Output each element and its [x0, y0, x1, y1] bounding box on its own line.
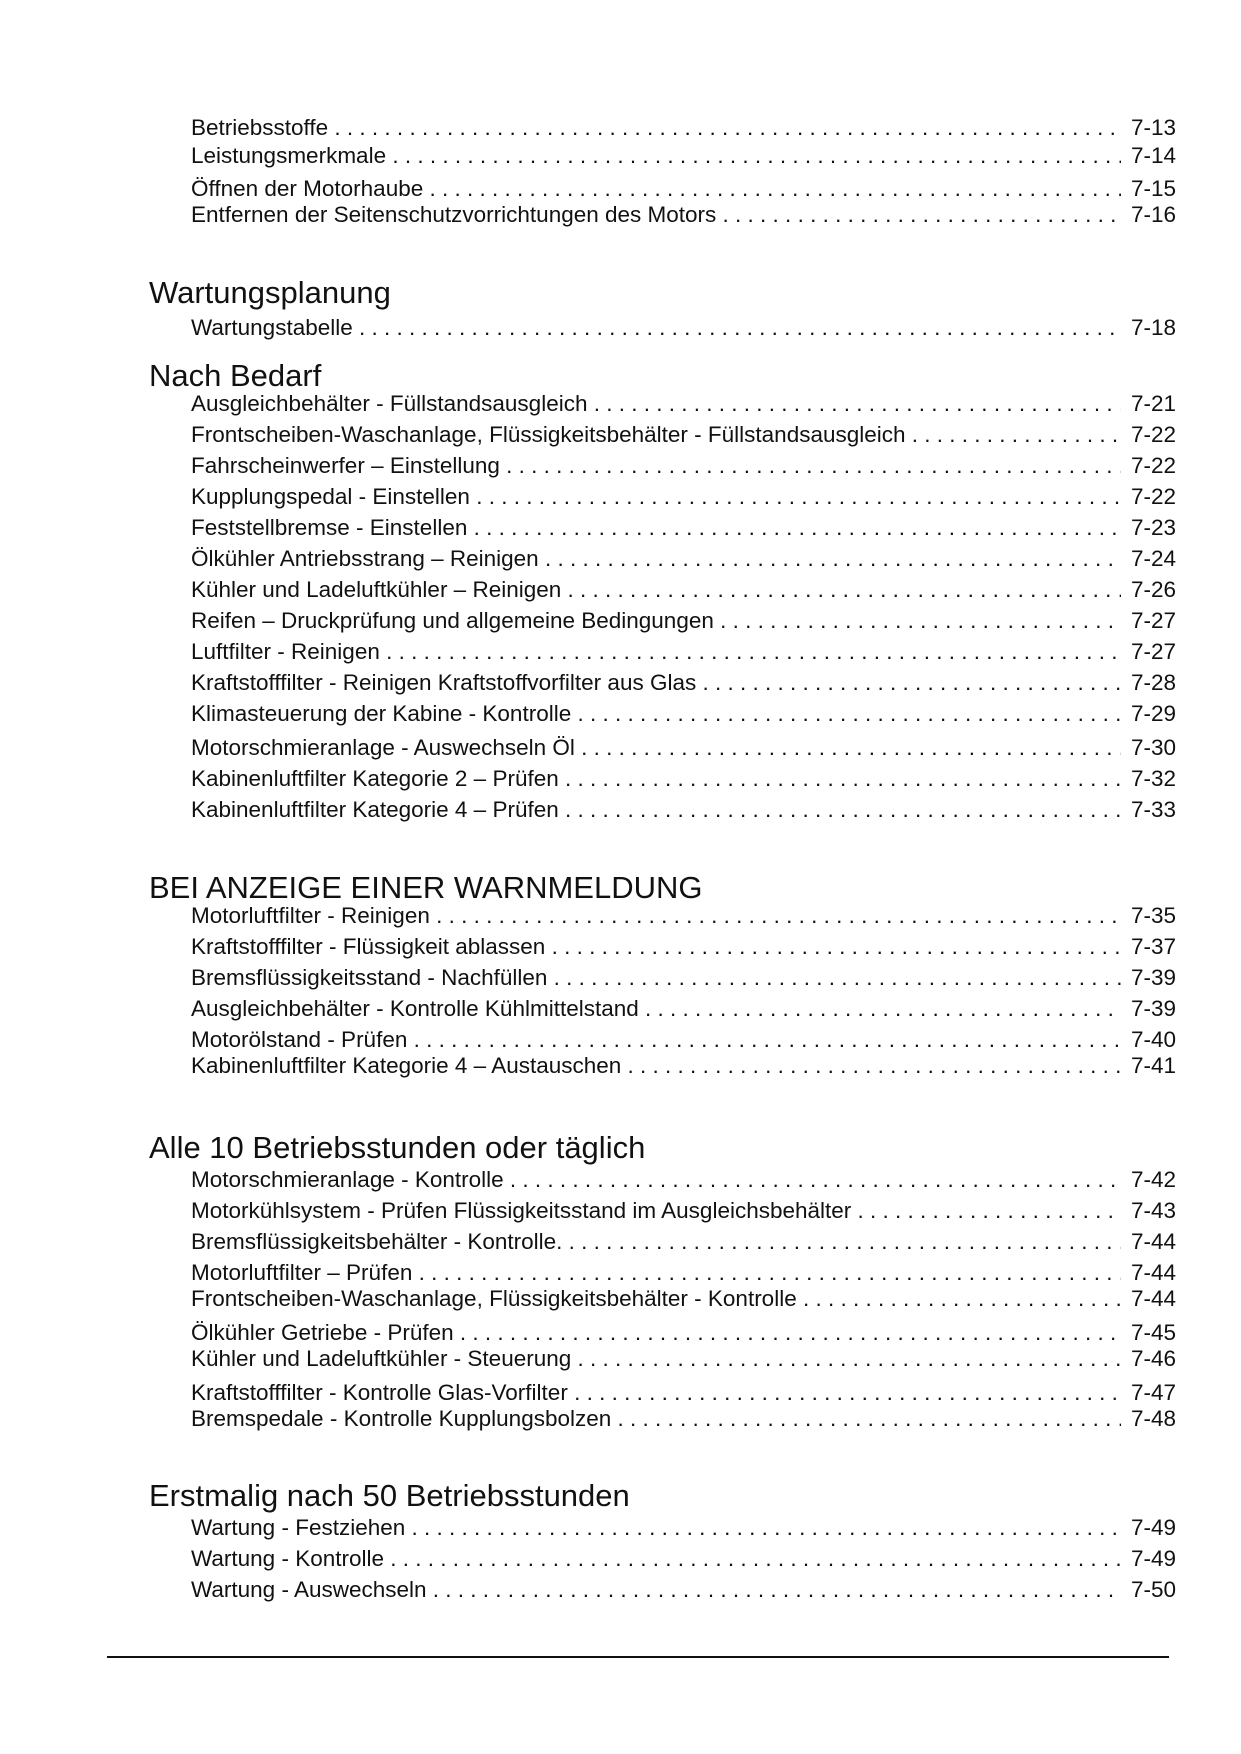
toc-entry-title: Frontscheiben-Waschanlage, Flüssigkeitsbehälter - Kontrolle . . . — [191, 1286, 1121, 1312]
toc-entry[interactable] — [191, 1320, 1176, 1346]
toc-entry-page: 7-13 — [1130, 115, 1176, 140]
toc-entry-page: 7-30 — [1130, 735, 1176, 760]
toc-entry-page: 7-24 — [1130, 546, 1176, 571]
toc-entry-page: 7-50 — [1130, 1577, 1176, 1602]
section-heading: BEI ANZEIGE EINER WARNMELDUNG — [149, 870, 703, 905]
toc-entry[interactable] — [191, 1053, 1176, 1079]
toc-entry[interactable] — [191, 996, 1176, 1022]
toc-entry[interactable] — [191, 701, 1176, 727]
toc-entry-title: Kabinenluftfilter Kategorie 2 – Prüfen . . . — [191, 766, 1121, 792]
toc-entry[interactable] — [191, 639, 1176, 665]
toc-entry-page: 7-44 — [1130, 1260, 1176, 1285]
toc-entry-page: 7-33 — [1130, 797, 1176, 822]
toc-entry-page: 7-28 — [1130, 670, 1176, 695]
toc-entry-title: Bremsflüssigkeitsstand - Nachfüllen . . . — [191, 965, 1121, 991]
toc-entry-page: 7-39 — [1130, 996, 1176, 1021]
toc-entry[interactable] — [191, 1027, 1176, 1053]
toc-entry-page: 7-46 — [1130, 1346, 1176, 1371]
toc-entry-title: Wartung - Festziehen . . . — [191, 1515, 1121, 1541]
toc-entry-page: 7-32 — [1130, 766, 1176, 791]
toc-entry-page: 7-39 — [1130, 965, 1176, 990]
toc-entry-title: Bremsflüssigkeitsbehälter - Kontrolle. . . . — [191, 1229, 1121, 1255]
toc-entry-title: Ölkühler Antriebsstrang – Reinigen . . . — [191, 546, 1121, 572]
toc-entry-title: Wartung - Auswechseln . . . — [191, 1577, 1121, 1603]
section-heading: Erstmalig nach 50 Betriebsstunden — [149, 1478, 630, 1513]
toc-entry-title: Öffnen der Motorhaube . . . — [191, 176, 1121, 202]
toc-entry-page: 7-43 — [1130, 1198, 1176, 1223]
toc-entry-title: Ausgleichbehälter - Kontrolle Kühlmittelstand . . . — [191, 996, 1121, 1022]
toc-entry[interactable] — [191, 670, 1176, 696]
toc-entry-page: 7-48 — [1130, 1406, 1176, 1431]
toc-entry[interactable] — [191, 797, 1176, 823]
toc-entry[interactable] — [191, 608, 1176, 634]
toc-entry-title: Kabinenluftfilter Kategorie 4 – Austauschen . . . — [191, 1053, 1121, 1079]
toc-entry-page: 7-23 — [1130, 515, 1176, 540]
toc-entry-title: Bremspedale - Kontrolle Kupplungsbolzen . . . — [191, 1406, 1121, 1432]
toc-entry[interactable] — [191, 1577, 1176, 1603]
toc-entry-page: 7-22 — [1130, 484, 1176, 509]
toc-entry-page: 7-49 — [1130, 1546, 1176, 1571]
toc-entry-title: Wartung - Kontrolle . . . — [191, 1546, 1121, 1572]
toc-entry[interactable] — [191, 484, 1176, 510]
toc-entry-title: Entfernen der Seitenschutzvorrichtungen des Motors . . . — [191, 202, 1121, 228]
toc-entry-title: Frontscheiben-Waschanlage, Flüssigkeitsbehälter - Füllstandsausgleich . . . — [191, 422, 1121, 448]
toc-entry[interactable] — [191, 903, 1176, 929]
toc-entry-page: 7-29 — [1130, 701, 1176, 726]
toc-entry[interactable] — [191, 143, 1176, 169]
toc-entry[interactable] — [191, 577, 1176, 603]
toc-entry[interactable] — [191, 1346, 1176, 1372]
toc-entry[interactable] — [191, 934, 1176, 960]
footer-divider — [107, 1656, 1169, 1658]
toc-entry-page: 7-14 — [1130, 143, 1176, 168]
section-heading: Nach Bedarf — [149, 358, 322, 393]
toc-entry-title: Kraftstofffilter - Kontrolle Glas-Vorfilter . . . — [191, 1380, 1121, 1406]
toc-entry[interactable] — [191, 1380, 1176, 1406]
toc-entry-title: Luftfilter - Reinigen . . . — [191, 639, 1121, 665]
toc-entry-page: 7-47 — [1130, 1380, 1176, 1405]
toc-entry-page: 7-49 — [1130, 1515, 1176, 1540]
toc-entry-title: Wartungstabelle . . . — [191, 315, 1121, 341]
toc-entry-title: Motorschmieranlage - Auswechseln Öl . . . — [191, 735, 1121, 761]
toc-entry[interactable] — [191, 1167, 1176, 1193]
toc-entry[interactable] — [191, 176, 1176, 202]
toc-entry-title: Kabinenluftfilter Kategorie 4 – Prüfen . . . — [191, 797, 1121, 823]
toc-entry-page: 7-35 — [1130, 903, 1176, 928]
toc-entry[interactable] — [191, 115, 1176, 141]
section-heading: Wartungsplanung — [149, 275, 391, 310]
toc-entry[interactable] — [191, 202, 1176, 228]
toc-entry-title: Leistungsmerkmale . . . — [191, 143, 1121, 169]
toc-entry[interactable] — [191, 1286, 1176, 1312]
toc-entry[interactable] — [191, 1198, 1176, 1224]
toc-entry-page: 7-41 — [1130, 1053, 1176, 1078]
toc-entry-page: 7-42 — [1130, 1167, 1176, 1192]
toc-entry[interactable] — [191, 422, 1176, 448]
toc-entry[interactable] — [191, 546, 1176, 572]
toc-entry-page: 7-15 — [1130, 176, 1176, 201]
toc-entry[interactable] — [191, 453, 1176, 479]
toc-entry-title: Kühler und Ladeluftkühler - Steuerung . . . — [191, 1346, 1121, 1372]
toc-entry[interactable] — [191, 315, 1176, 341]
toc-entry-page: 7-18 — [1130, 315, 1176, 340]
toc-entry-title: Kupplungspedal - Einstellen . . . — [191, 484, 1121, 510]
toc-entry-title: Motorkühlsystem - Prüfen Flüssigkeitsstand im Ausgleichsbehälter . . . — [191, 1198, 1121, 1224]
toc-entry-title: Betriebsstoffe . . . — [191, 115, 1121, 141]
toc-entry-page: 7-22 — [1130, 422, 1176, 447]
toc-entry[interactable] — [191, 1546, 1176, 1572]
toc-entry[interactable] — [191, 515, 1176, 541]
toc-entry-page: 7-16 — [1130, 202, 1176, 227]
toc-entry[interactable] — [191, 1515, 1176, 1541]
toc-entry[interactable] — [191, 1260, 1176, 1286]
toc-entry-title: Kühler und Ladeluftkühler – Reinigen . . . — [191, 577, 1121, 603]
toc-entry[interactable] — [191, 766, 1176, 792]
toc-entry-title: Reifen – Druckprüfung und allgemeine Bedingungen . . . — [191, 608, 1121, 634]
toc-entry-title: Motorölstand - Prüfen . . . — [191, 1027, 1121, 1053]
toc-entry-page: 7-27 — [1130, 608, 1176, 633]
toc-entry-page: 7-44 — [1130, 1229, 1176, 1254]
toc-entry[interactable] — [191, 391, 1176, 417]
toc-entry-title: Feststellbremse - Einstellen . . . — [191, 515, 1121, 541]
toc-entry-title: Kraftstofffilter - Reinigen Kraftstoffvorfilter aus Glas . . . — [191, 670, 1121, 696]
toc-entry-page: 7-40 — [1130, 1027, 1176, 1052]
toc-entry-title: Ausgleichbehälter - Füllstandsausgleich . . . — [191, 391, 1121, 417]
toc-entry-title: Fahrscheinwerfer – Einstellung . . . — [191, 453, 1121, 479]
toc-entry-title: Motorschmieranlage - Kontrolle . . . — [191, 1167, 1121, 1193]
toc-entry-page: 7-26 — [1130, 577, 1176, 602]
toc-entry-page: 7-37 — [1130, 934, 1176, 959]
toc-entry-title: Ölkühler Getriebe - Prüfen . . . — [191, 1320, 1121, 1346]
toc-entry-page: 7-22 — [1130, 453, 1176, 478]
toc-entry[interactable] — [191, 1406, 1176, 1432]
toc-entry[interactable] — [191, 965, 1176, 991]
section-heading: Alle 10 Betriebsstunden oder täglich — [149, 1130, 646, 1165]
toc-entry-page: 7-27 — [1130, 639, 1176, 664]
toc-entry[interactable] — [191, 735, 1176, 761]
toc-entry-title: Motorluftfilter - Reinigen . . . — [191, 903, 1121, 929]
toc-entry-page: 7-45 — [1130, 1320, 1176, 1345]
toc-entry-page: 7-21 — [1130, 391, 1176, 416]
toc-entry-title: Klimasteuerung der Kabine - Kontrolle . . . — [191, 701, 1121, 727]
toc-entry-page: 7-44 — [1130, 1286, 1176, 1311]
toc-entry-title: Kraftstofffilter - Flüssigkeit ablassen . . . — [191, 934, 1121, 960]
toc-entry-title: Motorluftfilter – Prüfen . . . — [191, 1260, 1121, 1286]
toc-entry[interactable] — [191, 1229, 1176, 1255]
